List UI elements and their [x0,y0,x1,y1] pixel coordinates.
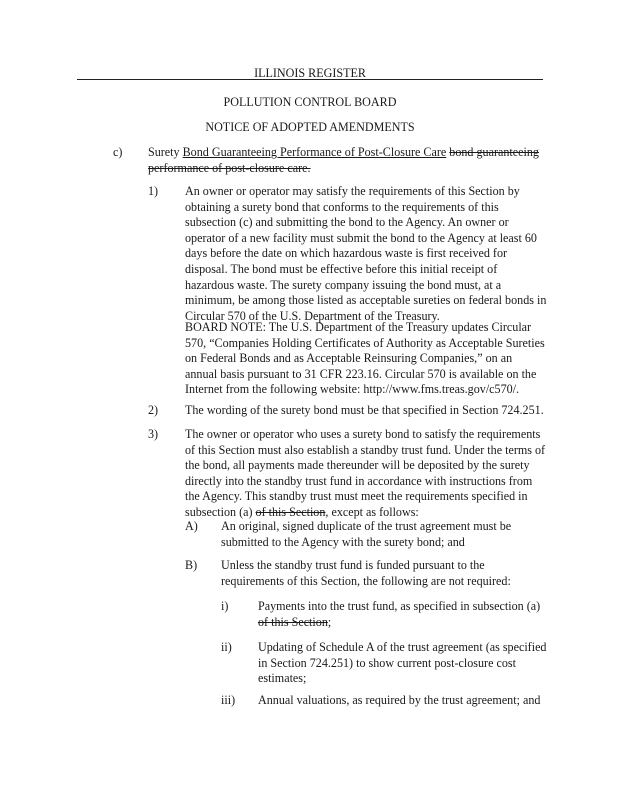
item-2-text: The wording of the surety bond must be that specified in Section 724.251. [185,403,544,417]
item-A-label: A) [185,519,198,533]
item-3-text: The owner or operator who uses a surety bond to satisfy the requirements of this Section must also establish a standby trust fund. Under the terms of the bond, all payments made thereunder will be deposited by the surety directly into the standby trust fund in accordance with instructions from the Agency. This standby trust must meet the requirements specified in subsection (a) of this Section, except as follows: [185,427,546,519]
section-c-heading [148,145,548,176]
section-c-label: c) [113,145,123,159]
item-i-text: Payments into the trust fund, as specified in subsection (a) of this Section; [258,599,541,629]
header-rule [77,79,543,80]
item-iii-label: iii) [221,693,236,707]
item-ii-label: ii) [221,640,232,654]
item-3-label: 3) [148,427,159,441]
item-iii-text: Annual valuations, as required by the trust agreement; and [258,693,541,707]
item-A-text: An original, signed duplicate of the trust agreement must be submitted to the Agency with the surety bond; and [221,519,512,549]
notice-title: NOTICE OF ADOPTED AMENDMENTS [205,120,415,134]
item-1-label: 1) [148,184,159,198]
item-B-label: B) [185,558,198,572]
section-c-struck: bond guaranteeing performance of post-closure care. [148,145,539,175]
item-2-label: 2) [148,403,159,417]
register-title: ILLINOIS REGISTER [254,66,366,80]
item-3-struck: of this Section [255,504,326,519]
item-i-label: i) [221,599,229,613]
board-title: POLLUTION CONTROL BOARD [223,95,397,109]
item-B-text: Unless the standby trust fund is funded pursuant to the requirements of this Section, the following are not required: [221,558,511,588]
section-c-underlined: Bond Guaranteeing Performance of Post-Closure Care [182,145,447,159]
item-i-struck: of this Section [258,614,328,629]
item-ii-text: Updating of Schedule A of the trust agreement (as specified in Section 724.251) to show current post-closure cost estimates; [258,640,547,686]
section-c-plain: Surety [148,145,183,159]
item-1-text: An owner or operator may satisfy the requirements of this Section by obtaining a surety bond that conforms to the requirements of this subsection (c) and submitting the bond to the Agency. An owner or operator of a new facility must submit the bond to the Agency at least 60 days before the date on which hazardous waste is first received for disposal. The bond must be effective before this initial receipt of hazardous waste. The surety company issuing the bond must, at a minimum, be among those listed as acceptable sureties on federal bonds in Circular 570 of the U.S. Department of the Treasury. [185,184,547,323]
board-note: BOARD NOTE: The U.S. Department of the Treasury updates Circular 570, “Companies Holding Certificates of Authority as Acceptable Sureties on Federal Bonds and as Acceptable Reinsuring Companies,” on an annual basis pursuant to 31 CFR 223.16. Circular 570 is available on the Internet from the following website: http://www.fms.treas.gov/c570/. [185,320,545,397]
